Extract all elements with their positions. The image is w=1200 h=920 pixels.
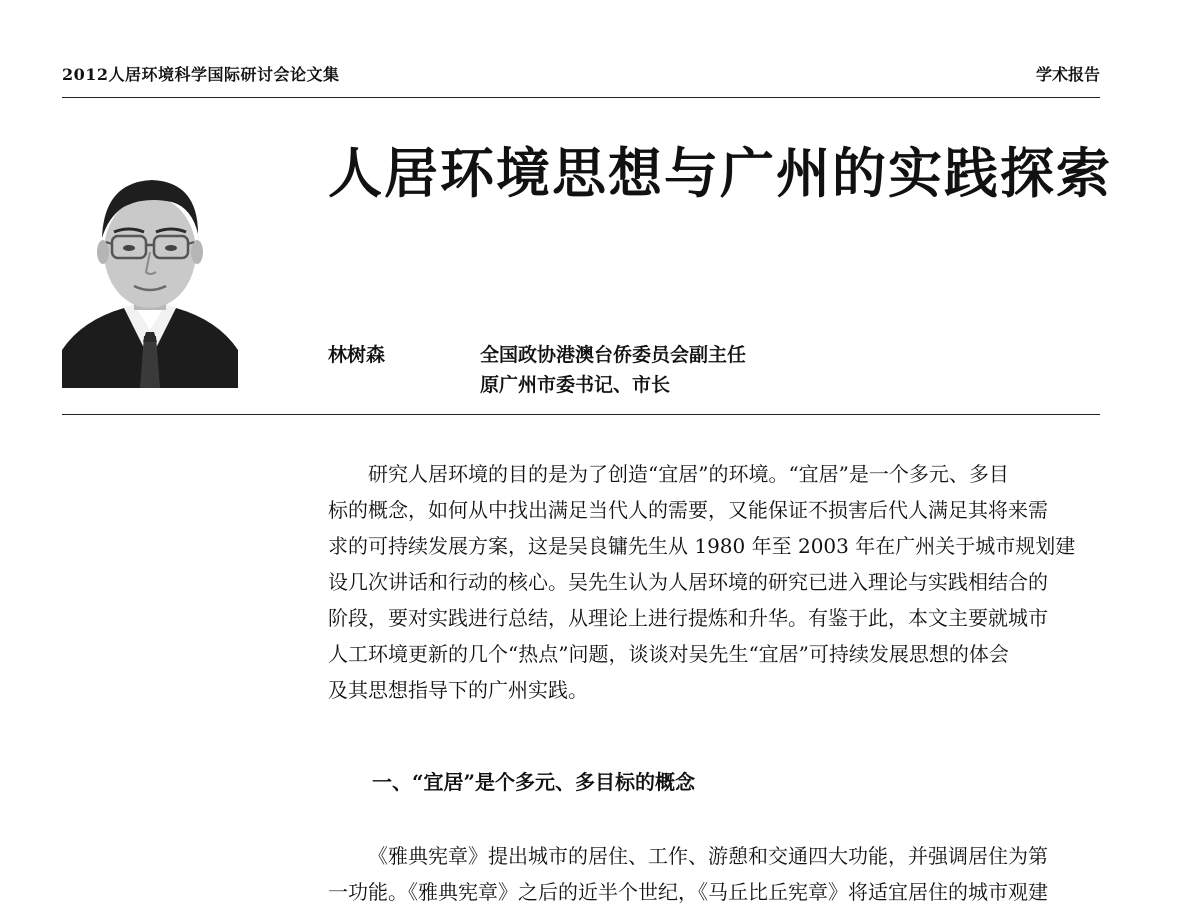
author-role: 原广州市委书记、市长 xyxy=(480,374,671,396)
author-role: 全国政协港澳台侨委员会副主任 xyxy=(480,344,747,366)
section-heading: 一、“宜居”是个多元、多目标的概念 xyxy=(372,770,696,794)
running-header-left: 2012人居环境科学国际研讨会论文集 xyxy=(62,65,340,84)
divider-rule xyxy=(62,414,1100,415)
running-header-right: 学术报告 xyxy=(1035,65,1100,84)
author-photo-icon xyxy=(62,160,238,388)
paragraph-line: 设几次讲话和行动的核心。吴先生认为人居环境的研究已进入理论与实践相结合的 xyxy=(328,570,1048,594)
paragraph-line: 《雅典宪章》提出城市的居住、工作、游憩和交通四大功能，并强调居住为第 xyxy=(368,844,1048,868)
paragraph-line: 求的可持续发展方案，这是吴良镛先生从 1980 年至 2003 年在广州关于城市规划建 xyxy=(328,534,1076,558)
author-portrait xyxy=(62,160,238,388)
paragraph-line: 阶段，要对实践进行总结，从理论上进行提炼和升华。有鉴于此，本文主要就城市 xyxy=(328,606,1048,630)
paragraph-line: 一功能。《雅典宪章》之后的近半个世纪，《马丘比丘宪章》将适宜居住的城市观建 xyxy=(328,880,1048,904)
header-rule xyxy=(62,97,1100,98)
article-title: 人居环境思想与广州的实践探索 xyxy=(328,142,1112,205)
author-roles xyxy=(480,340,746,400)
paragraph-line: 标的概念，如何从中找出满足当代人的需要，又能保证不损害后代人满足其将来需 xyxy=(328,498,1048,522)
author-name: 林树森 xyxy=(328,344,386,366)
paragraph-line: 研究人居环境的目的是为了创造“宜居”的环境。“宜居”是一个多元、多目 xyxy=(368,462,1009,486)
body-paragraph xyxy=(328,838,1048,910)
paragraph-line: 及其思想指导下的广州实践。 xyxy=(328,678,588,702)
paragraph-line: 人工环境更新的几个“热点”问题，谈谈对吴先生“宜居”可持续发展思想的体会 xyxy=(328,642,1009,666)
intro-paragraph xyxy=(328,456,1100,708)
